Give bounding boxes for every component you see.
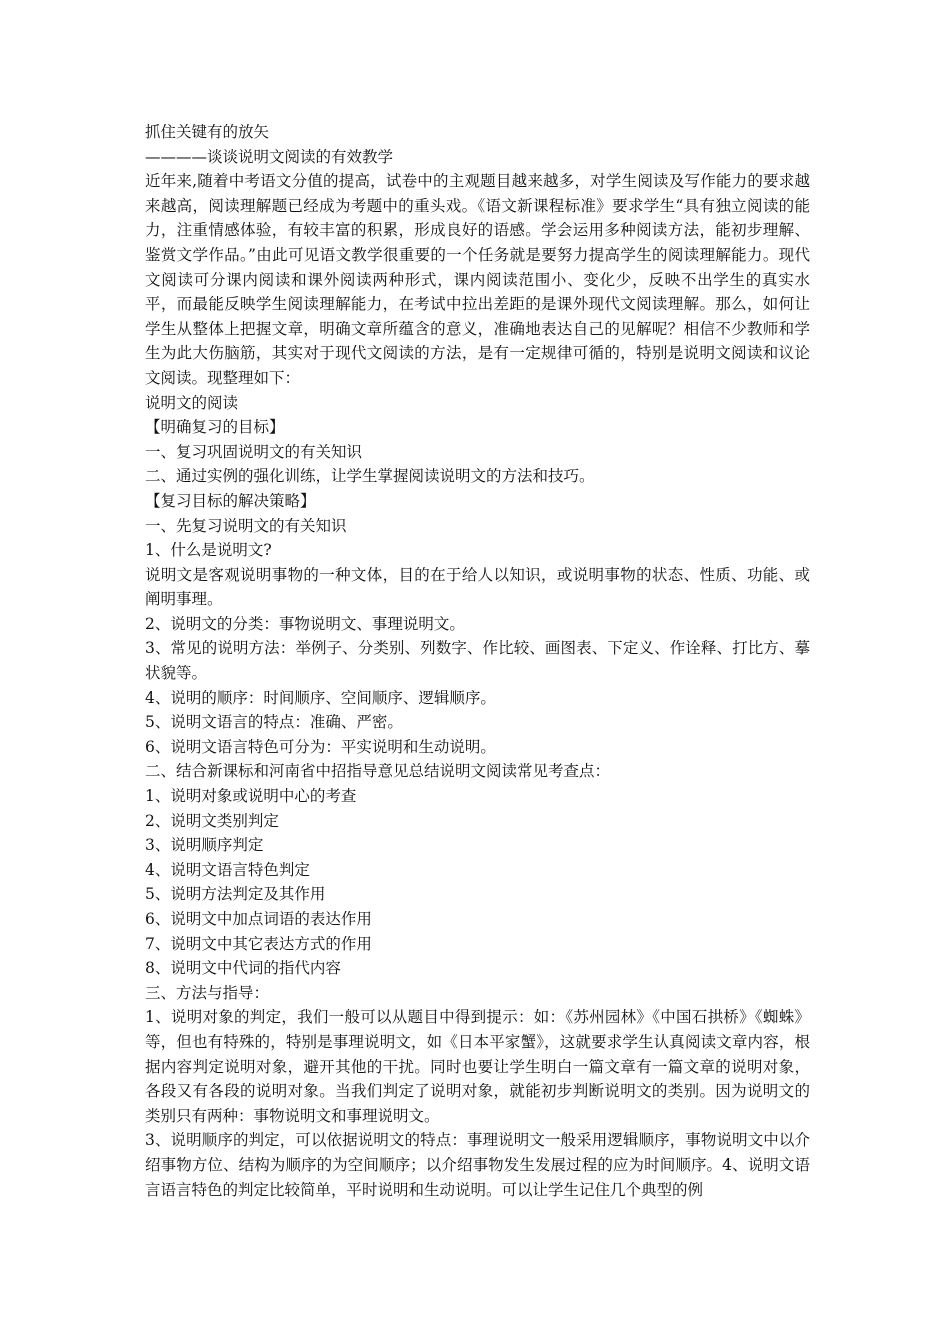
goal-item: 一、复习巩固说明文的有关知识 [145,442,363,461]
review-goals-heading: 【明确复习的目标】 [145,418,285,437]
definition-paragraph: 说明文是客观说明事物的一种文体，目的在于给人以知识，或说明事物的状态、性质、功能、或阐明事理。 [145,565,810,609]
method-paragraph: 3、说明顺序的判定，可以依据说明文的特点：事理说明文一般采用逻辑顺序，事物说明文中以介绍事物方位、结构为顺序的为空间顺序；以介绍事物发生发展过程的应为时间顺序。4、说明文语言语言特色的判定比较简单，平时说明和生动说明。可以让学生记住几个典型的例 [145,1131,810,1199]
list-item: 1、说明对象或说明中心的考查 [145,787,357,806]
list-item: 5、说明文语言的特点：准确、严密。 [145,713,403,732]
list-item: 8、说明文中代词的指代内容 [145,959,341,978]
section-heading: 二、结合新课标和河南省中招指导意见总结说明文阅读常见考查点： [145,762,611,781]
document-subtitle: ————谈谈说明文阅读的有效教学 [145,147,394,166]
section-heading-expository-reading: 说明文的阅读 [145,393,239,412]
list-item: 7、说明文中其它表达方式的作用 [145,934,372,953]
list-item: 6、说明文语言特色可分为：平实说明和生动说明。 [145,737,496,756]
document-page [145,120,810,1202]
list-item: 1、什么是说明文? [145,541,272,560]
method-paragraph: 1、说明对象的判定，我们一般可以从题目中得到提示：如：《苏州园林》《中国石拱桥》《蜘蛛》等，但也有特殊的，特别是事理说明文，如《日本平家蟹》，这就要求学生认真阅读文章内容，根据内容判定说明对象，避开其他的干扰。同时也要让学生明白一篇文章有一篇文章的说明对象，各段又有各段的说明对象。当我们判定了说明对象，就能初步判断说明文的类别。因为说明文的类别只有两种：事物说明文和事理说明文。 [145,1008,810,1125]
list-item: 3、常见的说明方法：举例子、分类别、列数字、作比较、画图表、下定义、作诠释、打比方、摹状貌等。 [145,639,810,683]
strategy-heading: 【复习目标的解决策略】 [145,491,316,510]
list-item: 4、说明的顺序：时间顺序、空间顺序、逻辑顺序。 [145,688,496,707]
list-item: 2、说明文类别判定 [145,811,279,830]
list-item: 6、说明文中加点词语的表达作用 [145,910,372,928]
intro-paragraph: 近年来,随着中考语文分值的提高，试卷中的主观题目越来越多，对学生阅读及写作能力的要求越来越高，阅读理解题已经成为考题中的重头戏。《语文新课程标准》要求学生“具有独立阅读的能力，注重情感体验，有较丰富的积累，形成良好的语感。学会运用多种阅读方法，能初步理解、鉴赏文学作品。”由此可见语文教学很重要的一个任务就是要努力提高学生的阅读理解能力。现代文阅读可分课内阅读和课外阅读两种形式，课内阅读范围小、变化少，反映不出学生的真实水平，而最能反映学生阅读理解能力，在考试中拉出差距的是课外现代文阅读理解。那么，如何让学生从整体上把握文章，明确文章所蕴含的意义，准确地表达自己的见解呢？相信不少教师和学生为此大伤脑筋，其实对于现代文阅读的方法，是有一定规律可循的，特别是说明文阅读和议论文阅读。现整理如下： [145,172,810,387]
list-item: 2、说明文的分类：事物说明文、事理说明文。 [145,614,465,633]
section-heading: 三、方法与指导： [145,983,270,1002]
goal-item: 二、通过实例的强化训练，让学生掌握阅读说明文的方法和技巧。 [145,467,595,486]
document-title: 抓住关键有的放矢 [145,123,270,141]
section-heading: 一、先复习说明文的有关知识 [145,516,347,535]
list-item: 4、说明文语言特色判定 [145,860,310,879]
list-item: 5、说明方法判定及其作用 [145,885,326,904]
list-item: 3、说明顺序判定 [145,836,264,855]
